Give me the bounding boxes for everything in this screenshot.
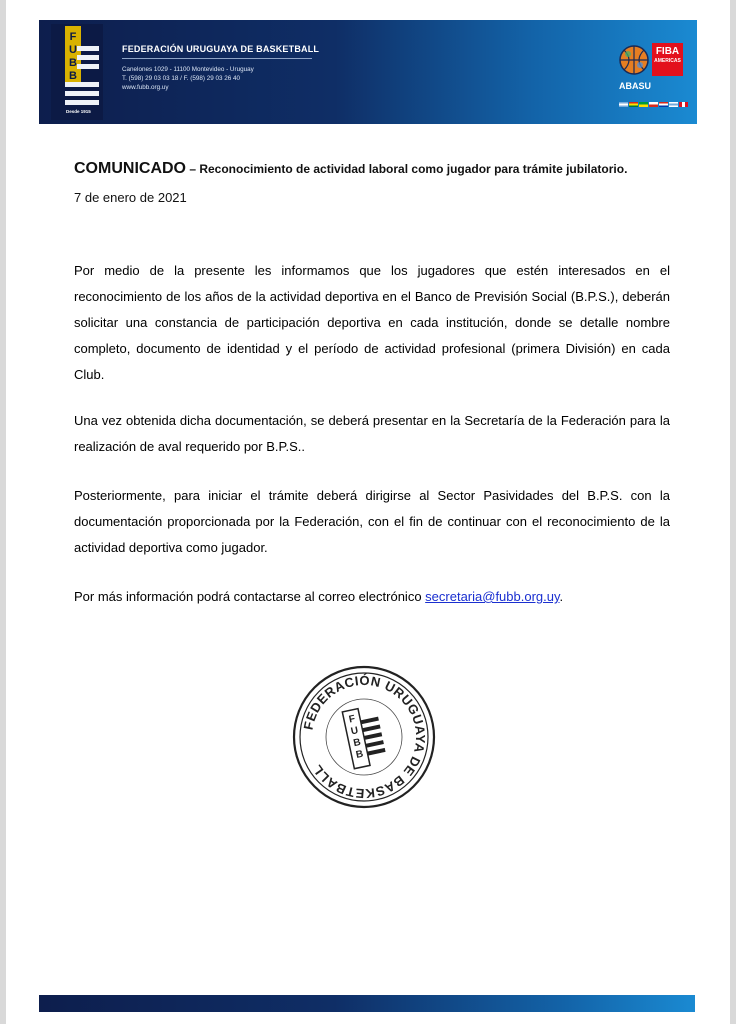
fiba-label: FIBA — [655, 46, 680, 57]
contact-text: Por más información podrá contactarse al correo electrónico — [74, 589, 426, 604]
document-title — [74, 160, 670, 178]
phone-line: T. (598) 29 03 03 18 / F. (598) 29 03 26 40 — [122, 75, 240, 82]
email-link[interactable]: secretaria@fubb.org.uy — [425, 589, 560, 604]
paragraph-3: Posteriormente, para iniciar el trámite deberá dirigirse al Sector Pasividades del B.P.S. con la documentación proporcionada por la Federación, con el fin de continuar con el reconocimiento de la actividad deportiva como jugador. — [74, 488, 670, 555]
title-comunicado: COMUNICADO — [74, 160, 186, 177]
member-flags — [619, 94, 689, 112]
fiba-americas-logo — [652, 43, 683, 76]
paragraph-1: Por medio de la presente les informamos que los jugadores que estén interesados en el reconocimiento de los años de la actividad deportiva en el Banco de Previsión Social (B.P.S.), deberán solicitar una constancia de participación deportiva en cada institución, donde se detalle nombre completo, documento de identidad y el período de actividad profesional (primera División) en cada Club. — [74, 263, 670, 382]
svg-text:U: U — [349, 725, 360, 738]
svg-text:B: B — [69, 70, 77, 82]
federation-seal — [291, 664, 437, 810]
federation-name: FEDERACIÓN URUGUAYA DE BASKETBALL — [122, 44, 320, 54]
svg-text:F: F — [69, 31, 77, 43]
footer-band — [39, 995, 695, 1012]
fiba-sub-label: AMERICAS — [654, 58, 681, 64]
seal-text: FEDERACIÓN URUGUAYA DE BASKETBALL — [300, 672, 429, 802]
website-line: www.fubb.org.uy — [122, 84, 169, 91]
basketball-icon — [618, 44, 650, 76]
svg-text:B: B — [354, 748, 365, 761]
fubb-logo — [51, 24, 103, 120]
svg-text:B: B — [69, 57, 77, 69]
paragraph-4 — [74, 584, 670, 610]
svg-text:F: F — [347, 713, 357, 726]
contact-suffix: . — [559, 589, 564, 604]
founded-label: Desde 1915 — [66, 109, 91, 114]
svg-text:B: B — [352, 736, 362, 750]
header-divider — [122, 58, 312, 59]
title-subject: – Reconocimiento de actividad laboral como jugador para trámite jubilatorio. — [186, 162, 628, 176]
svg-text:U: U — [69, 44, 77, 56]
abasu-logo: ABASU — [619, 81, 652, 91]
address-line: Canelones 1029 - 11100 Montevideo - Uruguay — [122, 66, 254, 73]
document-date: 7 de enero de 2021 — [74, 190, 187, 205]
letterhead-banner — [39, 20, 697, 124]
paragraph-2: Una vez obtenida dicha documentación, se deberá presentar en la Secretaría de la Federación para la realización de aval requerido por B.P.S.. — [74, 413, 670, 454]
communique-header — [74, 160, 670, 205]
